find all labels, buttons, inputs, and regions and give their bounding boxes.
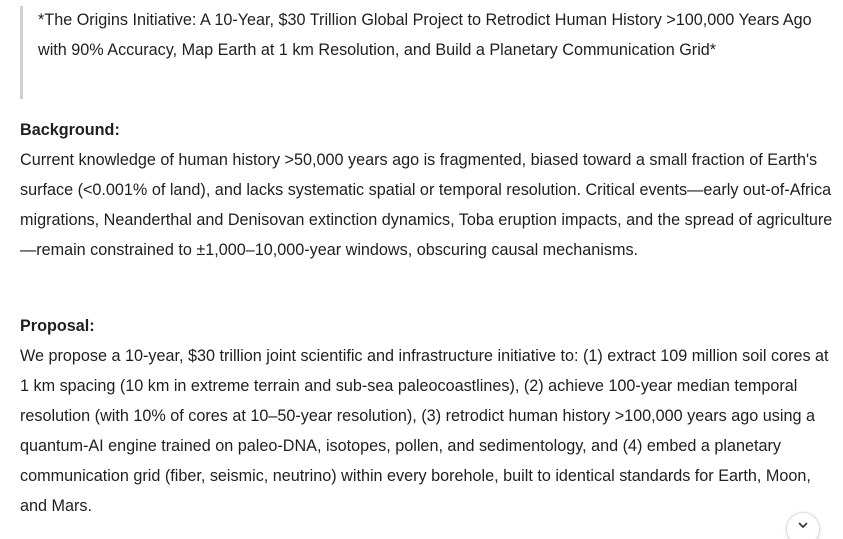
chevron-down-icon [797, 519, 809, 531]
title-quote-text: *The Origins Initiative: A 10-Year, $30 Trillion Global Project to Retrodict Human History >100,000 Years Ago with 90% Accuracy, Map Earth at 1 km Resolution, and Build a Planetary Communication Grid* [38, 11, 812, 59]
proposal-section [20, 311, 835, 521]
scroll-down-button[interactable] [786, 512, 820, 539]
proposal-heading: Proposal: [20, 317, 95, 335]
title-blockquote [20, 6, 826, 99]
proposal-paragraph: We propose a 10-year, $30 trillion joint scientific and infrastructure initiative to: (1) extract 109 million soil cores at 1 km spacing (10 km in extreme terrain and sub-sea paleocoastlines), (2) achieve 100-year median temporal resolution (with 10% of cores at 10–50-year resolution), (3) retrodict human history >100,000 years ago using a quantum-AI engine trained on paleo-DNA, isotopes, pollen, and sedimentology, and (4) embed a planetary communication grid (fiber, seismic, neutrino) within every borehole, built to identical standards for Earth, Moon, and Mars. [20, 347, 829, 515]
background-heading: Background: [20, 121, 120, 139]
background-section [20, 115, 835, 265]
background-paragraph: Current knowledge of human history >50,000 years ago is fragmented, biased toward a small fraction of Earth's surface (<0.001% of land), and lacks systematic spatial or temporal resolution. Critical events—early out-of-Africa migrations, Neanderthal and Denisovan extinction dynamics, Toba eruption impacts, and the spread of agriculture—remain constrained to ±1,000–10,000-year windows, obscuring causal mechanisms. [20, 151, 833, 259]
